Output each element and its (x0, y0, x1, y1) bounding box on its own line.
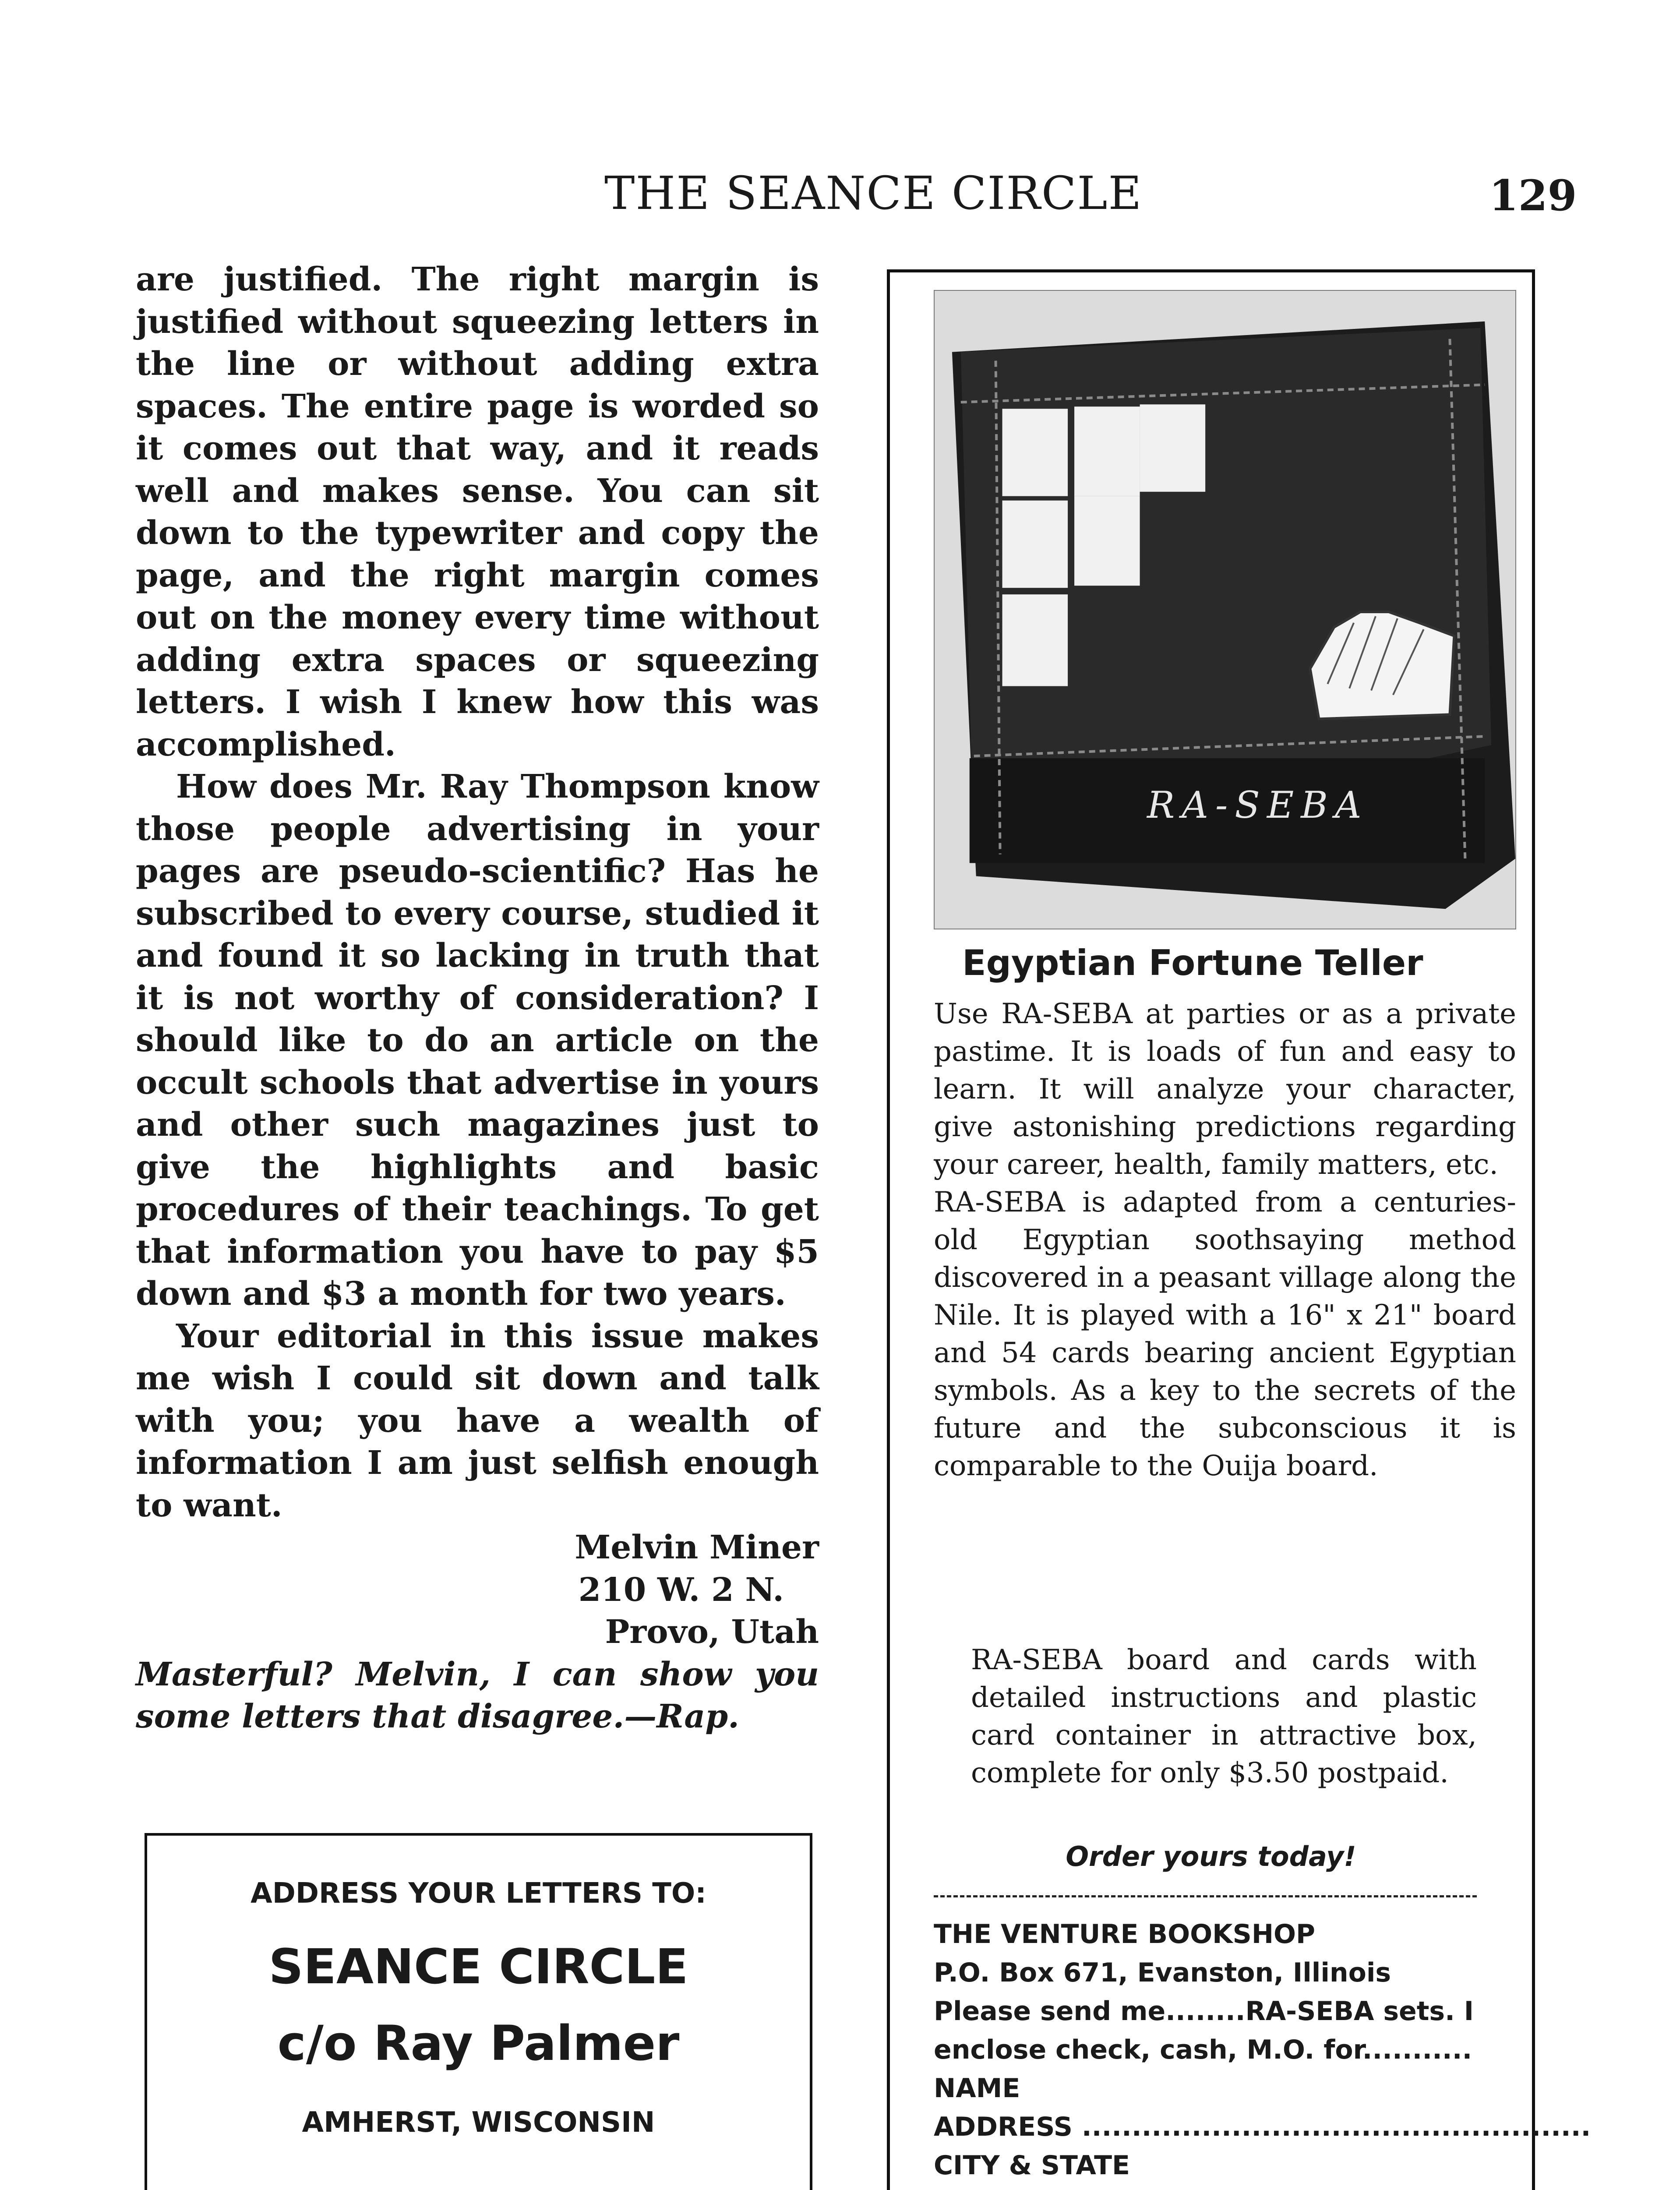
editor-reply: Masterful? Melvin, I can show you some letters that disagree.—Rap. (136, 1655, 819, 1735)
address-box-care-of: c/o Ray Palmer (277, 2015, 680, 2071)
order-line: Order yours today! (1066, 1840, 1356, 1872)
ad-body-paragraph: RA-SEBA is adapted from a centuries-old Egyptian soothsaying method discovered in a peasant village along the Nile. It is played with a 16" x 21" board and 54 cards bearing ancient Egyptian symbols. As a key to the secrets of the future and the subconscious it is comparable to the Ouija board. (934, 1186, 1516, 1482)
page-header (0, 166, 1680, 228)
coupon-line: Please send me........RA-SEBA sets. I (934, 1996, 1474, 2027)
signature-city: Provo, Utah (605, 1613, 819, 1651)
advertisement (887, 269, 1591, 2190)
signature-name: Melvin Miner (575, 1529, 819, 1566)
coupon-address: P.O. Box 671, Evanston, Illinois (934, 1957, 1391, 1988)
page-number: 129 (1489, 171, 1577, 220)
address-box-place: AMHERST, WISCONSIN (302, 2106, 655, 2139)
coupon-line: enclose check, cash, M.O. for........... (934, 2035, 1472, 2065)
running-head: THE SEANCE CIRCLE (604, 166, 1143, 220)
address-box (145, 1833, 812, 2190)
letter-paragraph: are justified. The right margin is justified without squeezing letters in the line or without adding extra spaces. The entire page is worded so it comes out that way, and it reads well and makes sense. You can sit down to the typewriter and copy the page, and the right margin comes out on the money every time without adding extra spaces or squeezing letters. I wish I knew how this was accomplished. (136, 261, 819, 763)
letter-signature (136, 1526, 819, 1653)
board-illustration (935, 291, 1515, 929)
order-coupon (934, 1915, 1591, 2185)
coupon-company: THE VENTURE BOOKSHOP (934, 1919, 1316, 1950)
letter-paragraph: How does Mr. Ray Thompson know those people advertising in your pages are pseudo-scientific? Has he subscribed to every course, studied it and found it so lacking in truth that it is not worthy of consideration? I should like to do an article on the occult schools that advertise in yours and other such magazines just to give the highlights and basic procedures of their teachings. To get that information you have to pay $5 down and $3 a month for two years. (136, 768, 819, 1313)
letter-column (136, 258, 819, 1738)
board-logo: RA-SEBA (1147, 784, 1369, 827)
ad-offer: RA-SEBA board and cards with detailed instructions and plastic card container in attractive box, complete for only $3.50 postpaid. (971, 1644, 1477, 1789)
ad-title: Egyptian Fortune Teller (962, 943, 1423, 983)
ad-body (934, 995, 1516, 1485)
coupon-address-field: ADDRESS ................................................... (934, 2112, 1591, 2142)
address-box-heading: ADDRESS YOUR LETTERS TO: (251, 1877, 706, 1910)
signature-street: 210 W. 2 N. (578, 1571, 784, 1609)
ra-seba-board-image (934, 290, 1516, 929)
letter-paragraph: Your editorial in this issue makes me wish I could sit down and talk with you; you have a wealth of information I am just selfish enough to want. (136, 1317, 819, 1524)
coupon-city-field: CITY & STATE (934, 2150, 1130, 2181)
ad-body-paragraph: Use RA-SEBA at parties or as a private pastime. It is loads of fun and easy to learn. It will analyze your character, give astonishing predictions regarding your career, health, family matters, etc. (934, 998, 1516, 1181)
coupon-cut-line (934, 1895, 1477, 1897)
coupon-name-field: NAME (934, 2073, 1020, 2104)
address-box-name: SEANCE CIRCLE (268, 1939, 688, 1995)
